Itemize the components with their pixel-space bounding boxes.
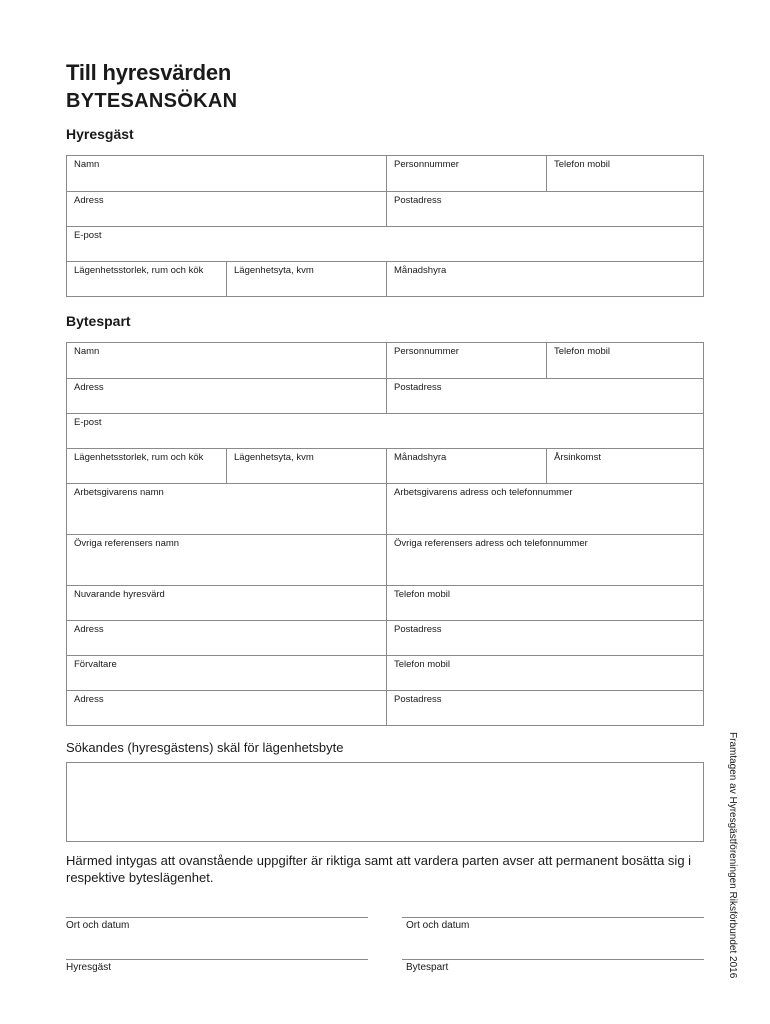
bytespart-grid xyxy=(66,342,704,726)
hyresgast-grid xyxy=(66,155,704,297)
ort-datum-label-right: Ort och datum xyxy=(406,920,470,931)
forvaltare-adress-field[interactable]: Adress xyxy=(74,694,104,705)
form-row xyxy=(67,585,703,620)
form-row xyxy=(67,483,703,534)
postadress-field[interactable]: Postadress xyxy=(386,379,703,413)
adress-field[interactable]: Adress xyxy=(74,195,104,206)
reason-textarea[interactable] xyxy=(66,762,704,842)
form-row xyxy=(67,191,703,226)
form-row xyxy=(67,413,703,448)
storlek-field[interactable]: Lägenhetsstorlek, rum och kök xyxy=(74,265,204,276)
forvaltare-field[interactable]: Förvaltare xyxy=(74,659,117,670)
arbetsgivare-namn-field[interactable]: Arbetsgivarens namn xyxy=(74,487,164,498)
bytespart-signature-label: Bytespart xyxy=(406,962,449,973)
referens-namn-field[interactable]: Övriga referensers namn xyxy=(74,538,180,549)
namn-field[interactable]: Namn xyxy=(74,346,100,357)
form-row xyxy=(67,378,703,413)
adress-field[interactable]: Adress xyxy=(74,382,104,393)
section-heading-bytespart: Bytespart xyxy=(66,313,131,329)
form-row xyxy=(67,534,703,585)
signature-line-left-signer[interactable] xyxy=(66,959,368,960)
personnummer-field[interactable]: Personnummer xyxy=(386,156,546,191)
epost-field[interactable]: E-post xyxy=(74,230,102,241)
storlek-field[interactable]: Lägenhetsstorlek, rum och kök xyxy=(74,452,204,463)
referens-adress-field[interactable]: Övriga referensers adress och telefonnummer xyxy=(386,535,703,585)
form-row xyxy=(67,226,703,261)
hyresvard-postadress-field[interactable]: Postadress xyxy=(386,621,703,655)
form-row xyxy=(67,343,703,378)
form-subtitle: BYTESANSÖKAN xyxy=(66,90,238,112)
arbetsgivare-adress-field[interactable]: Arbetsgivarens adress och telefonnummer xyxy=(386,484,703,534)
hyresgast-signature-label: Hyresgäst xyxy=(66,962,112,973)
form-row xyxy=(67,448,703,483)
epost-field[interactable]: E-post xyxy=(74,417,102,428)
form-row xyxy=(67,690,703,725)
hyresvard-adress-field[interactable]: Adress xyxy=(74,624,104,635)
form-row xyxy=(67,156,703,191)
form-row xyxy=(67,655,703,690)
namn-field[interactable]: Namn xyxy=(74,159,100,170)
declaration-statement: Härmed intygas att ovanstående uppgifter är riktiga samt att vardera parten avser att permanent bosätta sig i respektive byteslägenhet. xyxy=(66,853,692,885)
signature-line-right-place[interactable] xyxy=(402,917,704,918)
signature-line-left-place[interactable] xyxy=(66,917,368,918)
telefon-field[interactable]: Telefon mobil xyxy=(546,156,703,191)
form-title: Till hyresvärden xyxy=(66,60,232,85)
nuvarande-hyresvard-field[interactable]: Nuvarande hyresvärd xyxy=(74,589,165,600)
ort-datum-label-left: Ort och datum xyxy=(66,920,130,931)
forvaltare-telefon-field[interactable]: Telefon mobil xyxy=(386,656,703,690)
footer-credit-vertical: Framtagen av Hyresgästföreningen Riksförbundet 2016 xyxy=(727,732,738,979)
manadshyra-field[interactable]: Månadshyra xyxy=(386,449,546,483)
signature-line-right-signer[interactable] xyxy=(402,959,704,960)
arsinkomst-field[interactable]: Årsinkomst xyxy=(546,449,703,483)
yta-field[interactable]: Lägenhetsyta, kvm xyxy=(226,449,386,483)
telefon-field[interactable]: Telefon mobil xyxy=(546,343,703,378)
reason-label: Sökandes (hyresgästens) skäl för lägenhetsbyte xyxy=(66,740,344,755)
forvaltare-postadress-field[interactable]: Postadress xyxy=(386,691,703,725)
personnummer-field[interactable]: Personnummer xyxy=(386,343,546,378)
yta-field[interactable]: Lägenhetsyta, kvm xyxy=(226,262,386,296)
form-row xyxy=(67,261,703,296)
form-row xyxy=(67,620,703,655)
manadshyra-field[interactable]: Månadshyra xyxy=(386,262,703,296)
hyresvard-telefon-field[interactable]: Telefon mobil xyxy=(386,586,703,620)
postadress-field[interactable]: Postadress xyxy=(386,192,703,226)
section-heading-hyresgast: Hyresgäst xyxy=(66,126,134,142)
